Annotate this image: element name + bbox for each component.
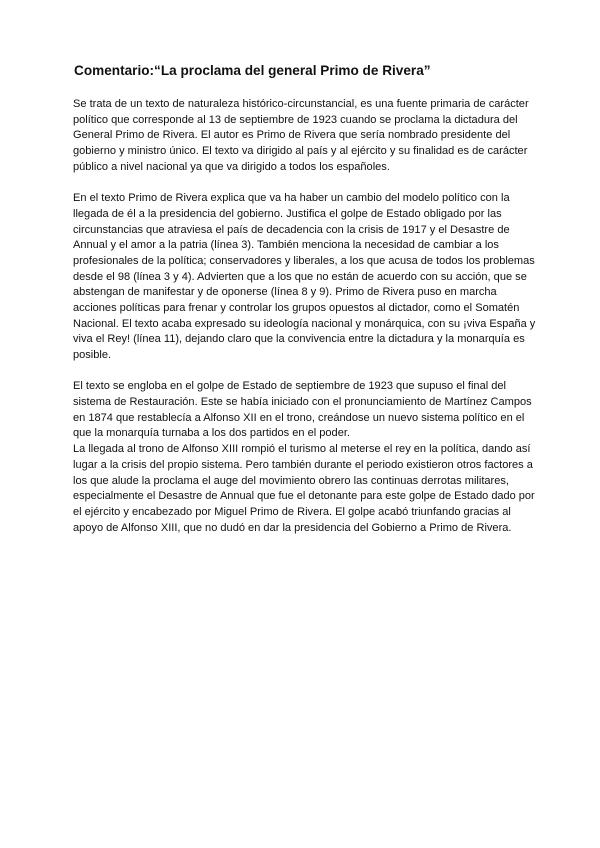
- paragraph-line: desde el 98 (línea 3 y 4). Advierten que a los que no están de acuerdo con su acción, que se: [73, 270, 527, 283]
- paragraph-context: [73, 379, 535, 442]
- paragraph-line: General Primo de Rivera. El autor es Primo de Rivera que sería nombrado presidente del: [73, 129, 511, 142]
- document-title: Comentario:“La proclama del general Primo de Rivera”: [74, 63, 431, 78]
- paragraph-line: apoyo de Alfonso XIII, que no dudó en dar la presidencia del Gobierno a Primo de Rivera.: [73, 521, 512, 534]
- paragraph-line: abstengan de manifestar y de oponerse (línea 8 y 9). Primo de Rivera puso en marcha: [73, 286, 497, 299]
- paragraph-line: La llegada al trono de Alfonso XIII rompió el turismo al meterse el rey en la política, dando así: [73, 443, 531, 456]
- paragraph-line: Nacional. El texto acaba expresado su ideología nacional y monárquica, con su ¡viva España y: [73, 317, 536, 330]
- paragraph-line: en 1874 que restablecía a Alfonso XII en el trono, creándose un nuevo sistema político en el: [73, 411, 525, 424]
- paragraph-line: Annual y el amor a la patria (línea 3). También menciona la necesidad de cambiar a los: [73, 239, 499, 252]
- paragraph-line: lugar a la crisis del propio sistema. Pero también durante el periodo existieron otros factores a: [73, 458, 533, 471]
- paragraph-line: acciones políticas para frenar y controlar los grupos opuestos al dictador, como el Somatén: [73, 301, 520, 314]
- paragraph-line: público a nivel nacional ya que va dirigido a todos los españoles.: [73, 160, 390, 173]
- paragraph-line: político que corresponde al 13 de septiembre de 1923 cuando se proclama la dictadura del: [73, 113, 518, 126]
- paragraph-conclusion: [73, 442, 535, 536]
- paragraph-line: que la monarquía turnaba a los dos partidos en el poder.: [73, 427, 350, 440]
- document-body: [73, 97, 535, 536]
- paragraph-analysis: [73, 191, 535, 364]
- paragraph-line: el ejército y encabezado por Miguel Primo de Rivera. El golpe acabó triunfando gracias al: [73, 505, 511, 518]
- paragraph-line: posible.: [73, 349, 112, 361]
- paragraph-intro: [73, 97, 535, 175]
- paragraph-line: circunstancias que atraviesa el país de decadencia con la crisis de 1917 y el Desastre de: [73, 223, 510, 236]
- paragraph-line: los que alude la proclama el auge del movimiento obrero las continuas derrotas militares,: [73, 474, 509, 487]
- paragraph-line: El texto se engloba en el golpe de Estado de septiembre de 1923 que supuso el final del: [73, 380, 506, 393]
- paragraph-line: viva el Rey! (línea 11), dejando claro que la convivencia entre la dictadura y la monarquía es: [73, 333, 525, 346]
- paragraph-line: gobierno y ministro único. El texto va dirigido al país y al ejército y su finalidad es de carácter: [73, 145, 528, 158]
- paragraph-line: profesionales de la política; conservadores y liberales, a los que acusa de todos los problemas: [73, 254, 535, 267]
- paragraph-line: En el texto Primo de Rivera explica que va ha haber un cambio del modelo político con la: [73, 192, 510, 205]
- paragraph-line: sistema de Restauración. Este se había iniciado con el pronunciamiento de Martínez Campos: [73, 396, 532, 409]
- paragraph-line: llegada de él a la presidencia del gobierno. Justifica el golpe de Estado obligado por las: [73, 207, 502, 220]
- paragraph-line: especialmente el Desastre de Annual que fue el detonante para este golpe de Estado dado por: [73, 490, 535, 503]
- paragraph-line: Se trata de un texto de naturaleza histórico-circunstancial, es una fuente primaria de carácter: [73, 98, 529, 110]
